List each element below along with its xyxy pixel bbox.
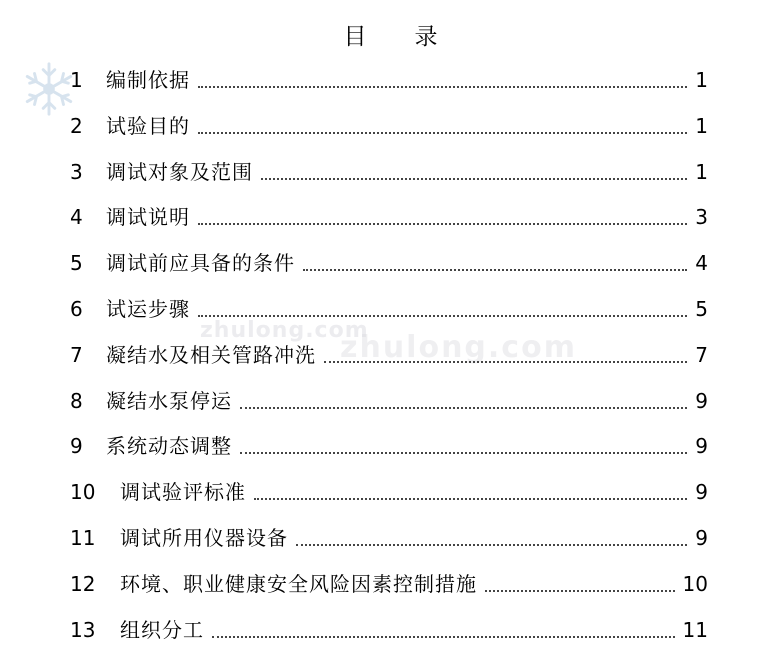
toc-entry[interactable] — [70, 569, 708, 599]
toc-dot-leader — [240, 406, 687, 409]
toc-dot-leader — [240, 451, 687, 454]
toc-entry[interactable] — [70, 477, 708, 507]
toc-number: 8 — [70, 389, 83, 413]
toc-dot-leader — [198, 85, 687, 88]
page-title — [0, 18, 781, 51]
watermark-text: zhulong.com — [200, 318, 369, 343]
title-char-2: 录 — [414, 24, 438, 50]
toc-number: 3 — [70, 160, 83, 184]
toc-label: 调试前应具备的条件 — [106, 251, 295, 275]
toc-page-number: 10 — [682, 572, 708, 596]
toc-dot-leader — [254, 497, 687, 500]
toc-entry[interactable] — [70, 294, 708, 324]
title-char-1: 目 — [343, 24, 367, 50]
toc-dot-leader — [324, 360, 687, 363]
toc-number: 9 — [70, 434, 83, 458]
toc-number: 7 — [70, 343, 83, 367]
toc-page-number: 9 — [695, 389, 708, 413]
toc-page-number: 5 — [695, 297, 708, 321]
toc-label: 调试验评标准 — [120, 480, 246, 504]
toc-dot-leader — [296, 543, 687, 546]
toc-entry[interactable] — [70, 340, 708, 370]
toc-number: 13 — [70, 618, 96, 642]
toc-label: 试验目的 — [106, 114, 190, 138]
toc-number: 12 — [70, 572, 96, 596]
toc-label: 组织分工 — [120, 618, 204, 642]
toc-page-number: 9 — [695, 480, 708, 504]
toc-page-number: 1 — [695, 68, 708, 92]
toc-dot-leader — [303, 268, 687, 271]
toc-label: 系统动态调整 — [106, 434, 232, 458]
toc-label: 试运步骤 — [106, 297, 190, 321]
toc-entry[interactable] — [70, 615, 708, 645]
toc-dot-leader — [198, 131, 687, 134]
toc-dot-leader — [485, 589, 675, 592]
toc-entry[interactable] — [70, 157, 708, 187]
toc-number: 1 — [70, 68, 83, 92]
watermark-text-large: zhulong.com — [340, 330, 577, 365]
toc-dot-leader — [261, 177, 687, 180]
toc-entry[interactable] — [70, 523, 708, 553]
toc-page-number: 3 — [695, 205, 708, 229]
toc-label: 凝结水泵停运 — [106, 389, 232, 413]
toc-number: 2 — [70, 114, 83, 138]
toc-label: 调试说明 — [106, 205, 190, 229]
toc-number: 4 — [70, 205, 83, 229]
toc-entry[interactable] — [70, 431, 708, 461]
toc-entry[interactable] — [70, 248, 708, 278]
toc-entry[interactable] — [70, 386, 708, 416]
toc-dot-leader — [198, 222, 687, 225]
toc-entry[interactable] — [70, 202, 708, 232]
toc-label: 调试所用仪器设备 — [120, 526, 288, 550]
toc-page-number: 1 — [695, 114, 708, 138]
toc-page-number: 9 — [695, 526, 708, 550]
toc-label: 编制依据 — [106, 68, 190, 92]
toc-label: 调试对象及范围 — [106, 160, 253, 184]
toc-number: 10 — [70, 480, 96, 504]
toc-dot-leader — [198, 314, 687, 317]
toc-page-number: 1 — [695, 160, 708, 184]
toc-page-number: 11 — [682, 618, 708, 642]
toc-dot-leader — [212, 635, 675, 638]
toc-entry[interactable] — [70, 111, 708, 141]
toc-label: 环境、职业健康安全风险因素控制措施 — [120, 572, 477, 596]
toc-number: 11 — [70, 526, 96, 550]
toc-page-number: 9 — [695, 434, 708, 458]
toc-number: 5 — [70, 251, 83, 275]
toc-entry[interactable] — [70, 65, 708, 95]
toc-page-number: 4 — [695, 251, 708, 275]
toc-label: 凝结水及相关管路冲洗 — [106, 343, 316, 367]
toc-number: 6 — [70, 297, 83, 321]
toc-page-number: 7 — [695, 343, 708, 367]
